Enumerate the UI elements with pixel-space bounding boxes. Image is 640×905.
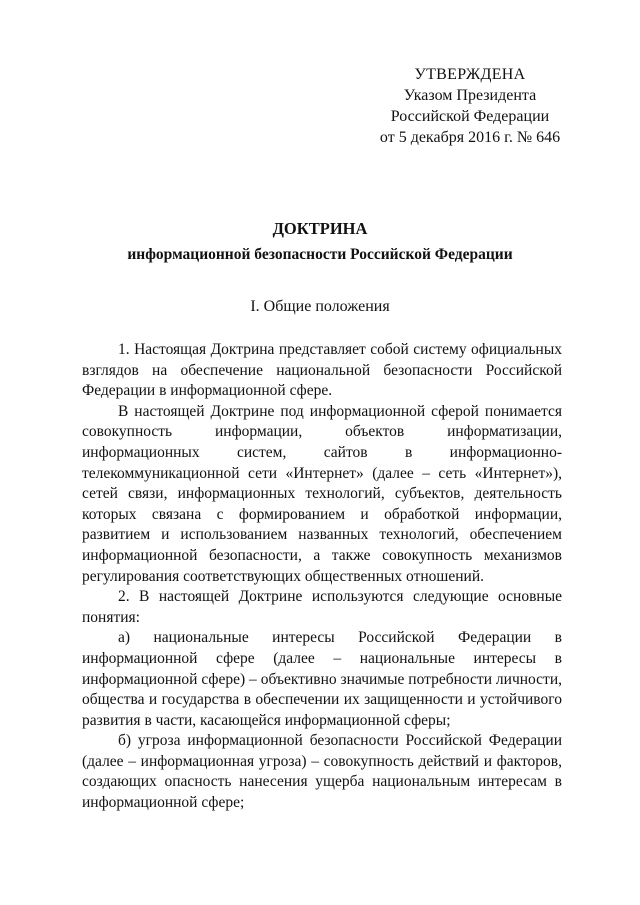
approval-heading: УТВЕРЖДЕНА xyxy=(414,66,526,83)
paragraph-1: 1. Настоящая Доктрина представляет собой систему официальных взглядов на обеспечение национальной безопасности Российской Федерации в информационной сфере. xyxy=(82,341,562,400)
approval-country-line: Российской Федерации xyxy=(390,108,550,125)
approval-stamp xyxy=(360,64,580,148)
document-body xyxy=(82,340,562,814)
approval-decree-line: Указом Президента xyxy=(403,87,537,104)
paragraph-2: В настоящей Доктрине под информационной сферой понимается совокупность информации, объектов информатизации, информационных систем, сайтов в информационно-телекоммуникационной сети «Интернет» (далее – сеть «Интернет»), сетей связи, информационных технологий, субъектов, деятельность которых связана с формированием и обработкой информации, развитием и использованием названных технологий, обеспечением информационной безопасности, а также совокупность механизмов регулирования соответствующих общественных отношений. xyxy=(82,402,562,585)
paragraph-5: б) угроза информационной безопасности Российской Федерации (далее – информационная угроза) – совокупность действий и факторов, создающих опасность нанесения ущерба национальным интересам в информационной сфере; xyxy=(82,732,562,812)
section-heading: I. Общие положения xyxy=(250,298,390,315)
paragraph-3: 2. В настоящей Доктрине используются следующие основные понятия: xyxy=(82,588,562,626)
document-subtitle: информационной безопасности Российской Федерации xyxy=(127,246,513,263)
approval-date-line: от 5 декабря 2016 г. № 646 xyxy=(379,129,561,146)
paragraph-4: а) национальные интересы Российской Федерации в информационной сфере (далее – национальные интересы в информационной сфере) – объективно значимые потребности личности, общества и государства в обеспечении их защищенности и устойчивого развития в части, касающейся информационной сферы; xyxy=(82,629,562,729)
document-title: ДОКТРИНА xyxy=(272,219,368,238)
